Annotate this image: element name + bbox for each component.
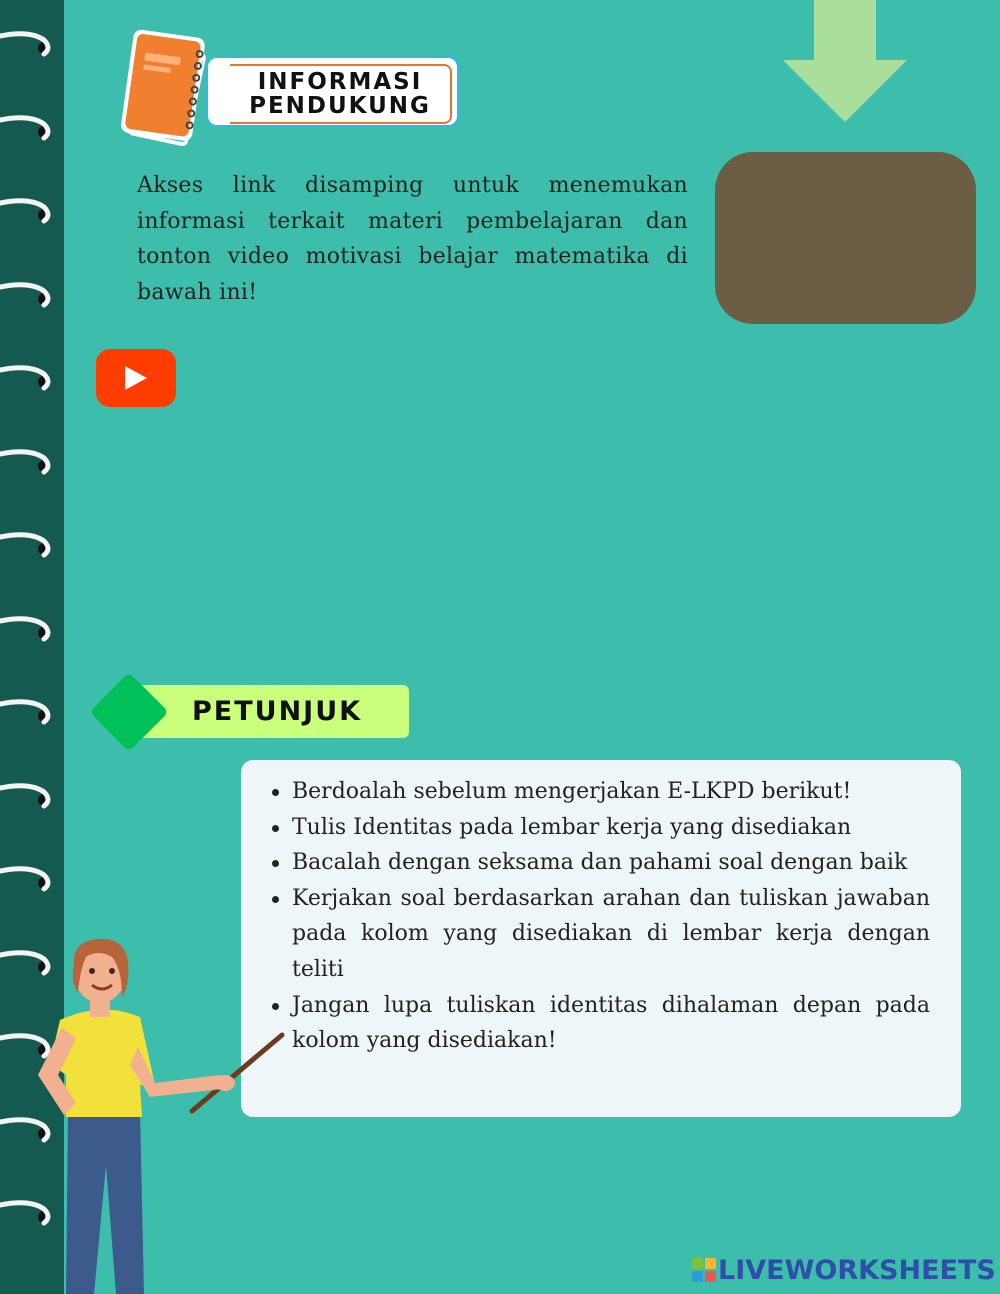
spiral-ring — [0, 362, 60, 392]
info-title-line2: PENDUKUNG — [249, 93, 431, 119]
spiral-ring — [0, 780, 60, 810]
petunjuk-header — [130, 685, 409, 738]
list-item: Bacalah dengan seksama dan pahami soal dengan baik — [292, 845, 930, 881]
list-item: Berdoalah sebelum mengerjakan E-LKPD berikut! — [292, 774, 930, 810]
spiral-ring — [0, 28, 60, 58]
spiral-ring — [0, 195, 60, 225]
brand-name: LIVEWORKSHEETS — [718, 1254, 996, 1286]
list-item: Kerjakan soal berdasarkan arahan dan tuliskan jawaban pada kolom yang disediakan di lembar kerja dengan teliti — [292, 881, 930, 988]
spiral-ring — [0, 529, 60, 559]
info-header-title — [230, 64, 452, 124]
list-item: Jangan lupa tuliskan identitas dihalaman depan pada kolom yang disediakan! — [292, 988, 930, 1059]
spiral-ring — [0, 696, 60, 726]
youtube-button[interactable] — [96, 349, 176, 407]
list-item: Tulis Identitas pada lembar kerja yang disediakan — [292, 810, 930, 846]
info-header — [205, 55, 460, 128]
spiral-ring — [0, 613, 60, 643]
info-description: Akses link disamping untuk menemukan informasi terkait materi pembelajaran dan tonton video motivasi belajar matematika di bawah ini! — [137, 173, 688, 305]
play-icon — [123, 364, 149, 392]
notebook-icon — [118, 28, 218, 156]
info-title-line1: INFORMASI — [257, 69, 423, 95]
liveworksheets-logo-icon — [692, 1258, 716, 1282]
petunjuk-list — [292, 774, 930, 1059]
petunjuk-title: PETUNJUK — [192, 696, 363, 727]
link-box[interactable] — [715, 152, 976, 324]
down-arrow-icon — [783, 0, 907, 122]
spiral-ring — [0, 279, 60, 309]
brand-logo — [692, 1253, 996, 1287]
spiral-ring — [0, 446, 60, 476]
spiral-ring — [0, 863, 60, 893]
spiral-ring — [0, 112, 60, 142]
teacher-illustration — [20, 935, 290, 1294]
